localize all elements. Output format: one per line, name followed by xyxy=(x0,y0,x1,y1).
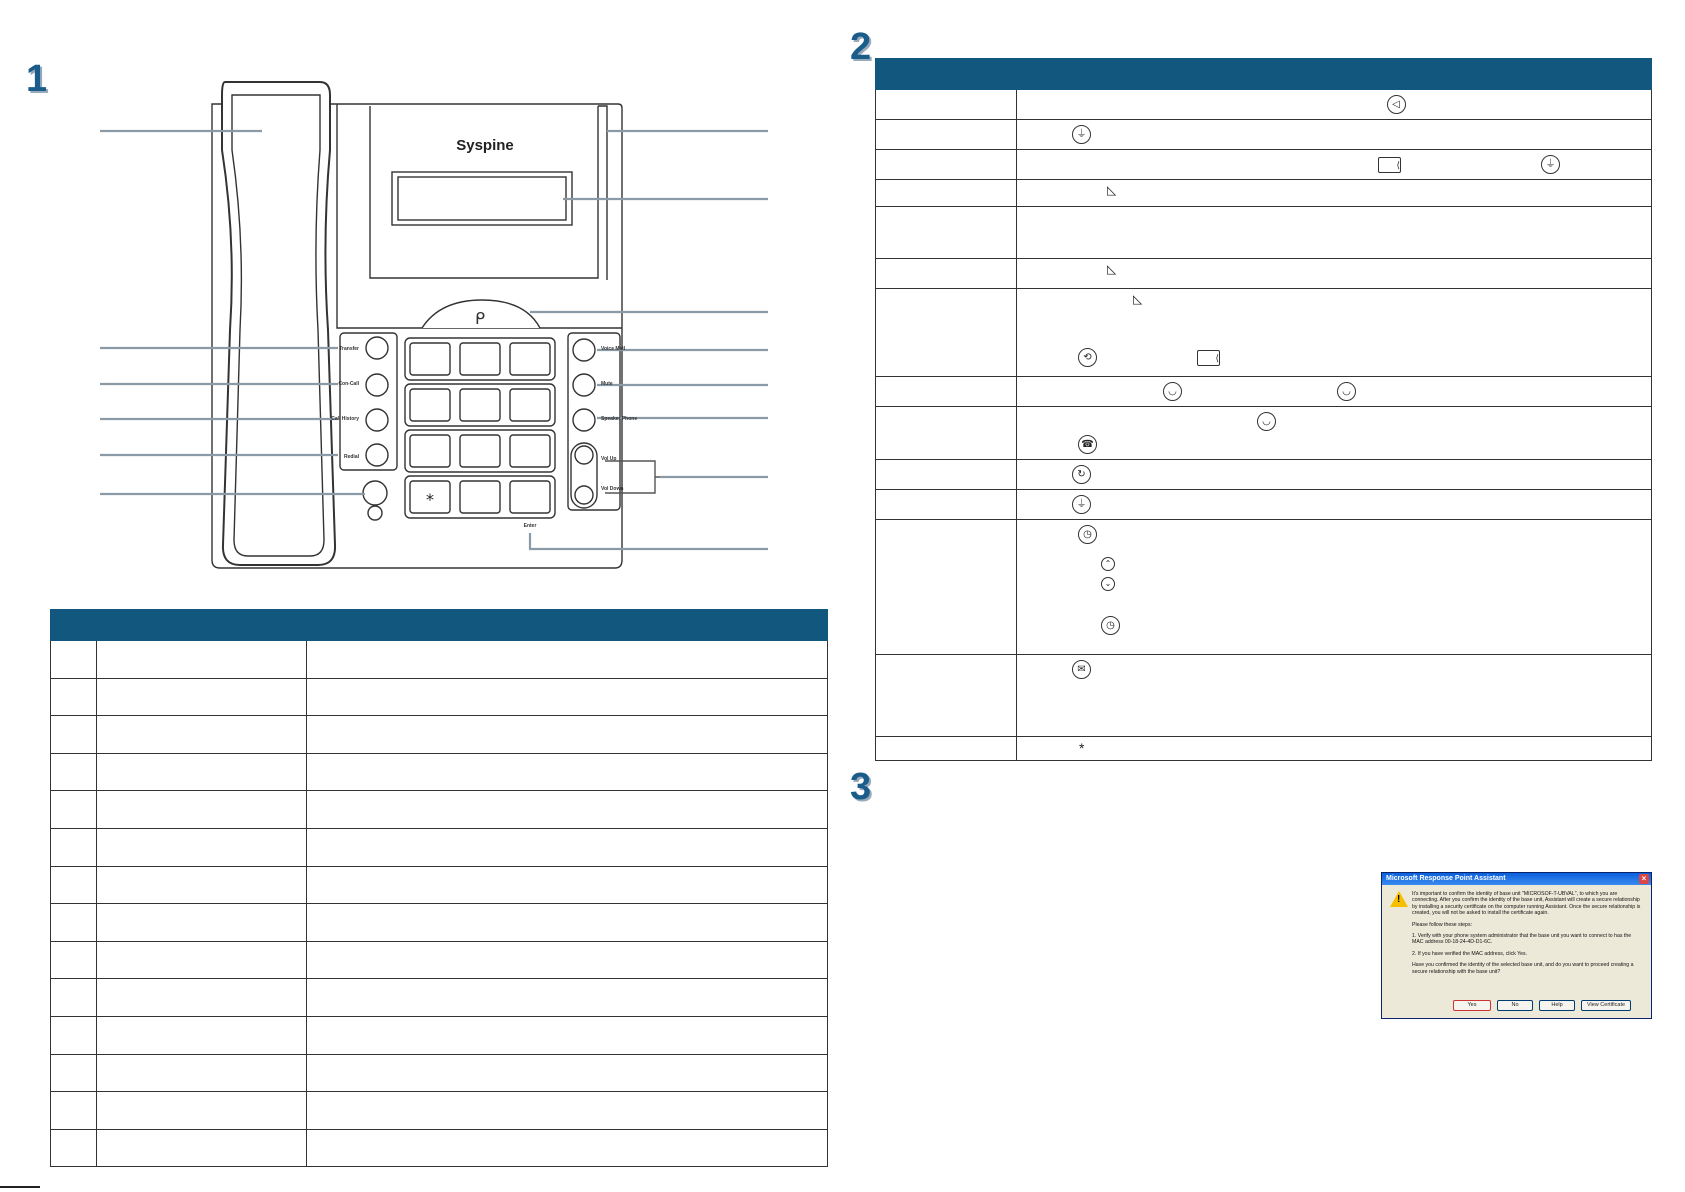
phone-label-voice-mail: Voice Mail xyxy=(601,346,626,352)
table-cell xyxy=(307,1054,828,1092)
redial-icon: ↻ xyxy=(1072,465,1091,484)
view-certificate-button[interactable]: View Certificate xyxy=(1581,1000,1631,1011)
phone-label-enter: Enter xyxy=(523,523,537,529)
table-cell xyxy=(307,641,828,679)
hangup-icon: ◡ xyxy=(1337,382,1356,401)
warning-icon: ! xyxy=(1390,891,1408,907)
table-cell xyxy=(307,678,828,716)
table-row xyxy=(51,866,828,904)
table-row xyxy=(876,377,1652,407)
table-cell xyxy=(51,828,97,866)
con-call-icon: ☎ xyxy=(1078,435,1097,454)
table-cell xyxy=(51,866,97,904)
table-row xyxy=(51,904,828,942)
table-cell xyxy=(51,941,97,979)
hangup-icon: ◡ xyxy=(1257,412,1276,431)
phone-label-transfer: Transfer xyxy=(339,346,359,352)
phone-label-con-call: Con-Call xyxy=(338,381,359,387)
table-cell xyxy=(51,979,97,1017)
table-cell xyxy=(97,753,307,791)
table-row xyxy=(51,753,828,791)
table-row xyxy=(876,655,1652,737)
table-row xyxy=(51,828,828,866)
table-row xyxy=(876,520,1652,655)
dialog-title: Microsoft Response Point Assistant xyxy=(1386,875,1506,882)
table-cell xyxy=(97,941,307,979)
dialog-body xyxy=(1412,891,1643,980)
footer-rule xyxy=(0,1186,40,1188)
table-cell xyxy=(307,1092,828,1130)
table-cell xyxy=(307,716,828,754)
assistant-dialog xyxy=(1381,872,1652,1019)
table-cell xyxy=(307,941,828,979)
table-cell xyxy=(97,904,307,942)
table-cell xyxy=(51,1092,97,1130)
table-cell xyxy=(51,904,97,942)
table-cell xyxy=(97,1016,307,1054)
handset-icon: ◺ xyxy=(1107,183,1117,197)
table-cell xyxy=(97,979,307,1017)
phone-label-speaker: Speaker Phone xyxy=(601,416,638,422)
phone-label-redial: Redial xyxy=(343,454,359,460)
handset-icon: ◺ xyxy=(1107,262,1117,276)
close-icon[interactable]: × xyxy=(1639,874,1649,884)
table-row xyxy=(876,207,1652,259)
table-cell xyxy=(51,716,97,754)
table-row xyxy=(51,1054,828,1092)
help-button[interactable]: Help xyxy=(1539,1000,1575,1011)
phone-label-mute: Mute xyxy=(601,381,613,387)
table-row xyxy=(876,407,1652,460)
table-row xyxy=(876,490,1652,520)
phone-label-call-history: Call History xyxy=(331,416,359,422)
phone-label-vol-up: Vol Up xyxy=(601,456,617,462)
section-number-1: 1 xyxy=(26,58,48,100)
table-cell xyxy=(307,753,828,791)
dialog-paragraph: 1. Verify with your phone system administrator that the base unit you want to connect to has the MAC address 00-18-24-4D-D1-6C. xyxy=(1412,933,1632,946)
phone-tasks-table xyxy=(875,58,1652,761)
hangup-icon: ◡ xyxy=(1163,382,1182,401)
table-cell xyxy=(97,791,307,829)
phone-label-vol-down: Vol Down xyxy=(601,486,624,492)
table-row xyxy=(51,716,828,754)
table-header-cell xyxy=(1017,59,1652,90)
table-cell xyxy=(51,678,97,716)
table-row xyxy=(876,289,1652,377)
table-cell xyxy=(97,828,307,866)
vol-up-icon: ⌃ xyxy=(1101,557,1115,571)
section-number-3: 3 xyxy=(850,766,872,808)
table-header-cell xyxy=(51,610,97,641)
table-row xyxy=(51,678,828,716)
table-cell xyxy=(97,1129,307,1167)
table-row xyxy=(51,1016,828,1054)
dialog-paragraph: 2. If you have verified the MAC address, click Yes. xyxy=(1412,950,1528,957)
table-row xyxy=(51,941,828,979)
mute-icon: ⏚ xyxy=(1072,125,1091,144)
handset-icon: ◺ xyxy=(1133,292,1143,306)
table-row xyxy=(876,180,1652,207)
table-cell xyxy=(51,1016,97,1054)
mute-icon: ⏚ xyxy=(1072,495,1091,514)
table-row xyxy=(876,150,1652,180)
table-row xyxy=(51,1129,828,1167)
table-header-cell xyxy=(97,610,307,641)
table-cell xyxy=(51,753,97,791)
vol-down-icon: ⌄ xyxy=(1101,577,1115,591)
speaker-icon: ◁ xyxy=(1387,95,1406,114)
table-cell xyxy=(307,866,828,904)
table-row xyxy=(51,1092,828,1130)
table-cell xyxy=(97,641,307,679)
table-cell xyxy=(307,979,828,1017)
star-key-icon: * xyxy=(1079,740,1085,756)
table-cell xyxy=(97,1092,307,1130)
table-row xyxy=(876,737,1652,761)
table-row xyxy=(51,791,828,829)
dialog-paragraph: Have you confirmed the identity of the selected base unit, and do you want to proceed creating a secure relationship with the base unit? xyxy=(1412,962,1634,975)
transfer-icon: ⟲ xyxy=(1078,348,1097,367)
phone-diagram xyxy=(40,75,780,575)
no-button[interactable]: No xyxy=(1497,1000,1533,1011)
dialog-paragraph: Please follow these steps: xyxy=(1412,921,1472,928)
table-cell xyxy=(307,791,828,829)
table-row xyxy=(876,90,1652,120)
table-row xyxy=(51,641,828,679)
table-cell xyxy=(307,1016,828,1054)
table-header-row xyxy=(876,59,1652,90)
table-row xyxy=(876,120,1652,150)
phone-star-key: * xyxy=(426,490,434,509)
phone-keys-table xyxy=(50,609,828,1167)
table-cell xyxy=(307,904,828,942)
yes-button[interactable]: Yes xyxy=(1453,1000,1491,1011)
table-cell xyxy=(97,866,307,904)
table-header-row xyxy=(51,610,828,641)
table-cell xyxy=(307,828,828,866)
voice-mail-icon: ✉ xyxy=(1072,660,1091,679)
call-history-icon: ◷ xyxy=(1101,616,1120,635)
table-row xyxy=(876,460,1652,490)
table-cell xyxy=(51,1129,97,1167)
table-row xyxy=(51,979,828,1017)
call-history-icon: ◷ xyxy=(1078,525,1097,544)
table-cell xyxy=(51,1054,97,1092)
table-cell xyxy=(307,1129,828,1167)
enter-key-icon: ⟨ xyxy=(1378,157,1401,173)
phone-brand: Syspine xyxy=(456,137,514,154)
table-header-cell xyxy=(307,610,828,641)
table-cell xyxy=(97,1054,307,1092)
table-row xyxy=(876,259,1652,289)
table-cell xyxy=(97,678,307,716)
table-cell xyxy=(51,641,97,679)
dialog-title-bar xyxy=(1382,873,1651,885)
table-cell xyxy=(97,716,307,754)
svg-text:ᑭ: ᑭ xyxy=(474,309,486,328)
table-cell xyxy=(51,791,97,829)
mute-icon: ⏚ xyxy=(1541,155,1560,174)
table-header-cell xyxy=(876,59,1017,90)
section-number-2: 2 xyxy=(850,26,872,68)
enter-key-icon: ⟨ xyxy=(1197,350,1220,366)
dialog-paragraph: It's important to confirm the identity of base unit "MICROSOF-T-UBVAL", to which you are connecting. After you confirm the identity of the base unit, Assistant will create a secure relationship by installing a security certificate on the computer running Assistant. Once the secure relationship is created, you will not be asked to install the certificate again. xyxy=(1412,891,1641,917)
dialog-buttons xyxy=(1453,1000,1631,1011)
